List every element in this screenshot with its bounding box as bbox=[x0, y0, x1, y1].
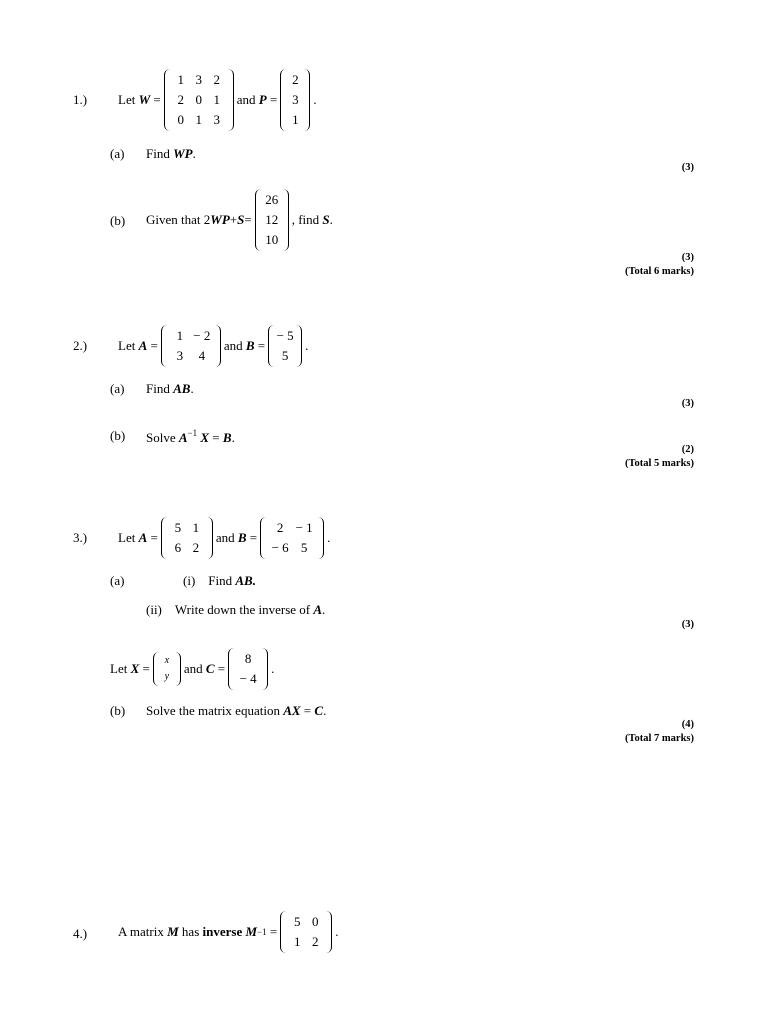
matrix-b3 bbox=[260, 517, 324, 559]
q2-a-label: (a) bbox=[110, 381, 125, 396]
q3-ai: (i) Find AB. bbox=[183, 573, 256, 588]
q3-let-xc: Let X = x y and C = 8 − 4 . bbox=[110, 648, 274, 690]
matrix-cell: 1 bbox=[177, 72, 184, 87]
matrix-cell: 2 bbox=[177, 92, 184, 107]
matrix-cell: 4 bbox=[198, 348, 206, 363]
q1-a-label: (a) bbox=[110, 146, 125, 161]
q2-b-text: Solve $A^{-1}$ X = B. bbox=[146, 428, 235, 445]
q1-eq: = bbox=[153, 92, 161, 107]
matrix-cell: 5 bbox=[300, 540, 308, 555]
matrix-m-inverse bbox=[280, 911, 332, 953]
matrix-cell: − 6 bbox=[271, 540, 289, 555]
matrix-cell: 3 bbox=[195, 72, 202, 87]
matrix-a2 bbox=[161, 325, 221, 367]
q1-b-marks: (3) bbox=[681, 252, 694, 263]
q1-var-p: P bbox=[258, 92, 267, 107]
q1-a-marks: (3) bbox=[681, 162, 694, 173]
matrix-cell: 26 bbox=[265, 192, 279, 207]
q3-b-text: Solve the matrix equation AX = C. bbox=[146, 703, 327, 718]
matrix-cell: 1 bbox=[292, 112, 299, 127]
q2-b-label: (b) bbox=[110, 428, 126, 443]
q3-total: (Total 7 marks) bbox=[624, 733, 694, 744]
matrix-cell: 3 bbox=[292, 92, 299, 107]
matrix-cell: 3 bbox=[213, 112, 220, 127]
q1-var-w: W bbox=[138, 92, 151, 107]
q2-a-text: Find AB. bbox=[146, 381, 194, 396]
matrix-cell: 5 bbox=[174, 520, 182, 535]
matrix-c bbox=[228, 648, 268, 690]
q1-statement bbox=[118, 69, 317, 131]
matrix-cell: − 1 bbox=[295, 520, 313, 535]
q2-b-marks: (2) bbox=[681, 444, 694, 455]
matrix-cell: y bbox=[164, 671, 170, 682]
matrix-s bbox=[255, 189, 289, 251]
q2-number: 2.) bbox=[73, 338, 88, 353]
matrix-cell: 6 bbox=[174, 540, 182, 555]
matrix-cell: 8 bbox=[244, 651, 252, 666]
matrix-cell: 2 bbox=[311, 934, 319, 949]
matrix-cell: x bbox=[164, 655, 170, 666]
matrix-cell: 12 bbox=[265, 212, 279, 227]
matrix-cell: 5 bbox=[281, 348, 289, 363]
matrix-cell: 1 bbox=[176, 328, 184, 343]
q2-a-marks: (3) bbox=[681, 398, 694, 409]
matrix-cell: − 5 bbox=[276, 328, 294, 343]
matrix-cell: 10 bbox=[265, 232, 279, 247]
matrix-cell: 2 bbox=[192, 540, 200, 555]
q3-aii: (ii) Write down the inverse of A. bbox=[146, 602, 326, 617]
matrix-cell: − 4 bbox=[239, 671, 257, 686]
matrix-p bbox=[280, 69, 310, 131]
q3-b-marks: (4) bbox=[681, 719, 694, 730]
matrix-b2 bbox=[268, 325, 302, 367]
matrix-cell: − 2 bbox=[193, 328, 211, 343]
matrix-a3 bbox=[161, 517, 213, 559]
q4-statement: A matrix M has inverse M −1 = 5 0 1 2 . bbox=[118, 911, 338, 953]
matrix-cell: 2 bbox=[213, 72, 220, 87]
q3-number: 3.) bbox=[73, 530, 88, 545]
matrix-cell: 1 bbox=[213, 92, 220, 107]
q1-a-text: Find WP. bbox=[146, 146, 196, 161]
q1-b-label: (b) bbox=[110, 213, 126, 228]
matrix-cell: 0 bbox=[311, 914, 319, 929]
q3-a-label: (a) bbox=[110, 573, 125, 588]
q1-total: (Total 6 marks) bbox=[624, 266, 694, 277]
matrix-cell: 0 bbox=[177, 112, 184, 127]
matrix-cell: 2 bbox=[276, 520, 284, 535]
q3-b-label: (b) bbox=[110, 703, 126, 718]
matrix-cell: 1 bbox=[192, 520, 200, 535]
q1-number: 1.) bbox=[73, 92, 88, 107]
matrix-cell: 1 bbox=[293, 934, 301, 949]
q3-a-marks: (3) bbox=[681, 619, 694, 630]
q2-total: (Total 5 marks) bbox=[624, 458, 694, 469]
matrix-cell: 0 bbox=[195, 92, 202, 107]
matrix-cell: 5 bbox=[293, 914, 301, 929]
q1-end: . bbox=[313, 92, 317, 107]
q1-eq2: = bbox=[269, 92, 278, 107]
matrix-cell: 2 bbox=[292, 72, 299, 87]
q1-and: and bbox=[236, 92, 256, 107]
q3-statement: Let A = 5 1 6 2 and B = 2 − 1 − 6 5 . bbox=[118, 517, 330, 559]
matrix-x bbox=[153, 652, 181, 686]
matrix-cell: 3 bbox=[176, 348, 184, 363]
q2-statement: Let A = 1 − 2 3 4 and B = − 5 5 . bbox=[118, 325, 308, 367]
matrix-cell: 1 bbox=[195, 112, 202, 127]
q1-b-text: Given that 2 WP + S = 26 12 10 , find S . bbox=[146, 189, 333, 251]
matrix-w bbox=[164, 69, 234, 131]
q1-let: Let bbox=[118, 92, 136, 107]
q4-number: 4.) bbox=[73, 926, 88, 941]
